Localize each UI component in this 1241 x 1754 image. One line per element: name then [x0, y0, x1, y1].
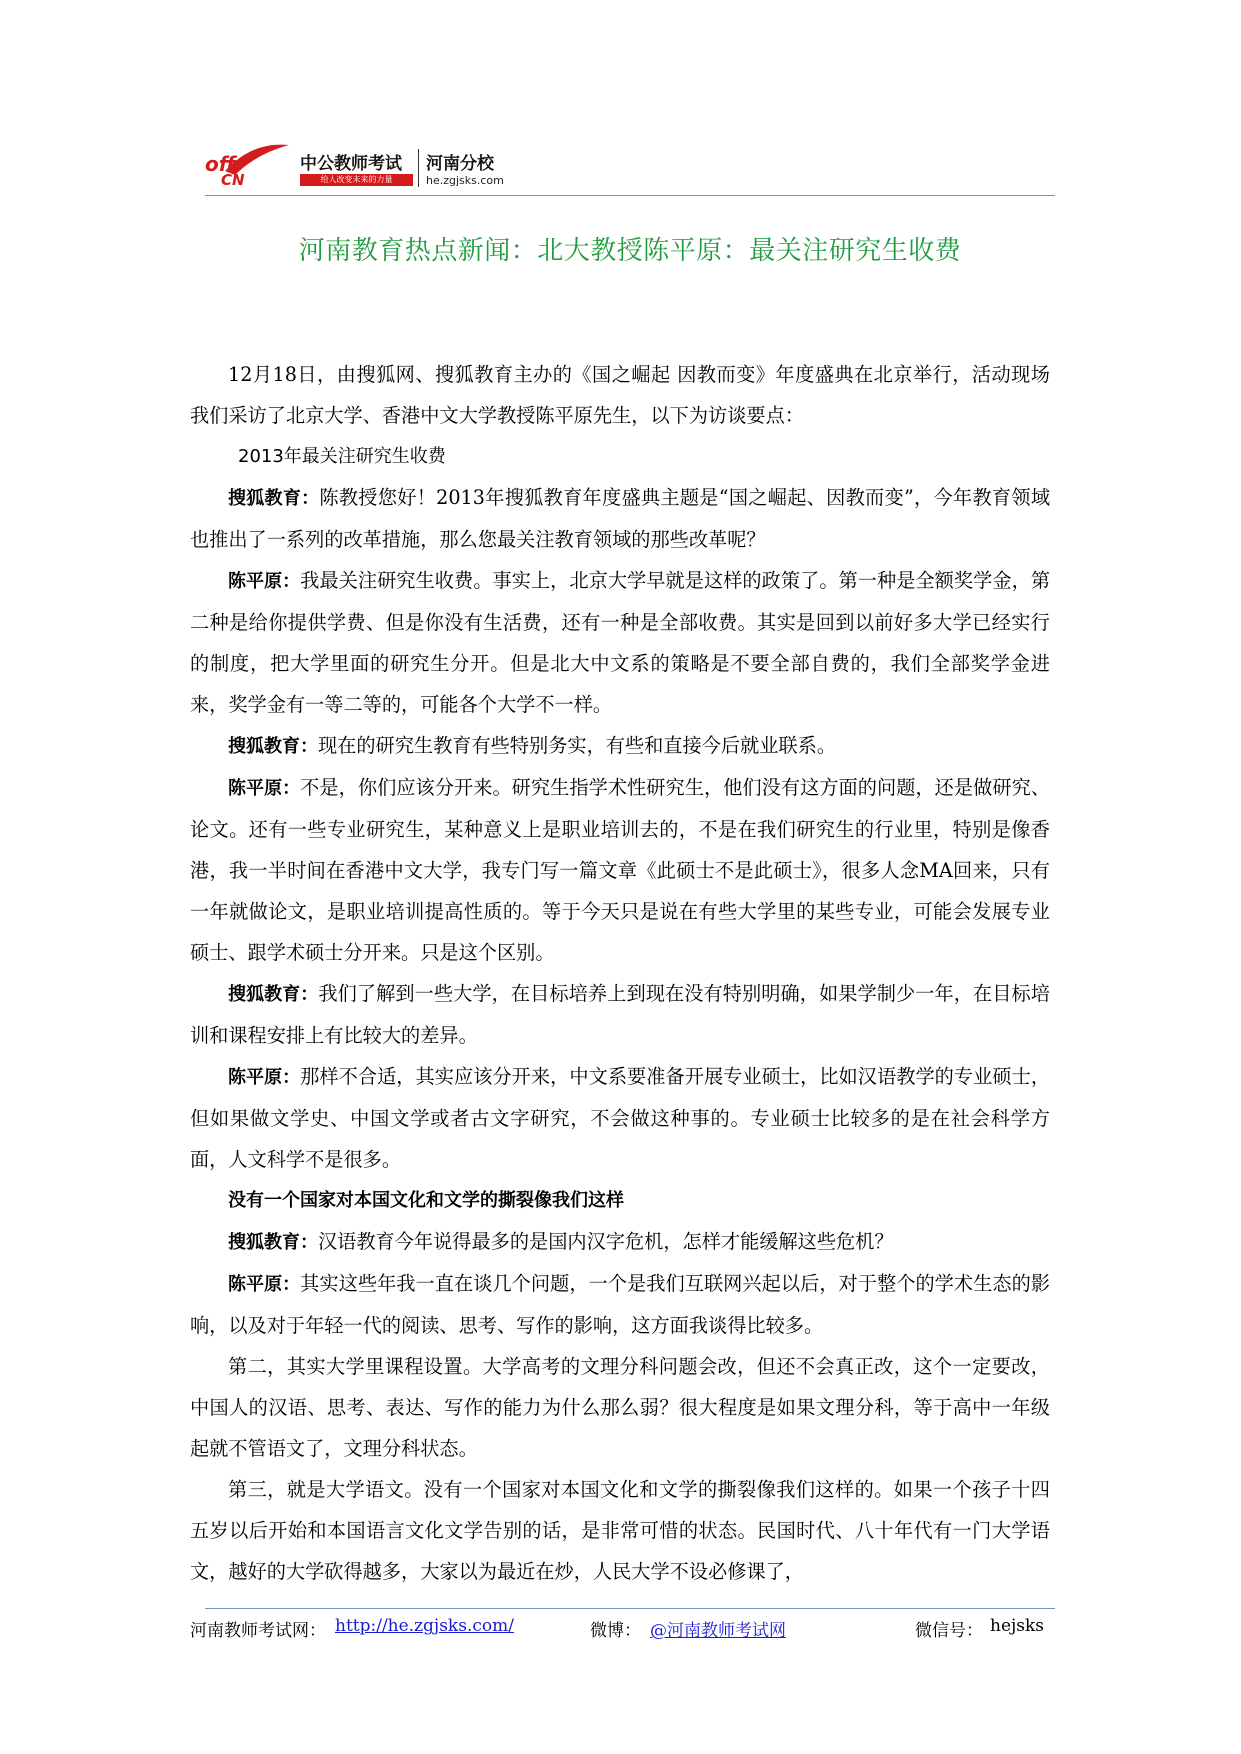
paragraph-text: 其实这些年我一直在谈几个问题，一个是我们互联网兴起以后，对于整个的学术生态的影响，以及对于年轻一代的阅读、思考、写作的影响，这方面我谈得比较多。: [190, 1272, 1051, 1337]
qa-paragraph: [190, 767, 1050, 973]
paragraph-text: 汉语教育今年说得最多的是国内汉字危机，怎样才能缓解这些危机？: [318, 1230, 894, 1253]
qa-paragraph: [190, 560, 1050, 725]
header-domain: he.zgjsks.com: [426, 174, 504, 187]
paragraph-text: 陈教授您好！2013年搜狐教育年度盛典主题是“国之崛起、因教而变”，今年教育领域也推出了一系列的改革措施，那么您最关注教育领域的那些改革呢？: [190, 486, 1051, 551]
qa-paragraph: [190, 1263, 1050, 1346]
speaker-label: 陈平原：: [228, 571, 301, 592]
qa-paragraph: [190, 477, 1050, 560]
footer-wechat-id: hejsks: [990, 1616, 1045, 1636]
footer-weibo-link[interactable]: @河南教师考试网: [650, 1621, 786, 1641]
page-header: [205, 137, 1055, 197]
footer-site-link[interactable]: http://he.zgjsks.com/: [335, 1616, 514, 1636]
speaker-label: 搜狐教育：: [228, 1232, 318, 1253]
speaker-label: 陈平原：: [228, 1274, 301, 1295]
speaker-label: 搜狐教育：: [228, 488, 320, 509]
footer-wechat-label: 微信号：: [915, 1621, 983, 1641]
offcn-logo-mark: [205, 141, 293, 187]
svg-text:CN: CN: [221, 171, 245, 187]
paragraph-text: 那样不合适，其实应该分开来，中文系要准备开展专业硕士，比如汉语教学的专业硕士，但如果做文学史、中国文学或者古文字研究，不会做这种事的。专业硕士比较多的是在社会科学方面，人文科学不是很多。: [190, 1065, 1051, 1171]
offcn-logo: [205, 137, 515, 192]
paragraph-text: 我最关注研究生收费。事实上，北京大学早就是这样的政策了。第一种是全额奖学金，第二种是给你提供学费、但是你没有生活费，还有一种是全部收费。其实是回到以前好多大学已经实行的制度，把大学里面的研究生分开。但是北大中文系的策略是不要全部自费的，我们全部奖学金进来，奖学金有一等二等的，可能各个大学不一样。: [190, 569, 1051, 716]
body-paragraph: 第二，其实大学里课程设置。大学高考的文理分科问题会改，但还不会真正改，这个一定要改，中国人的汉语、思考、表达、写作的能力为什么那么弱？很大程度是如果文理分科，等于高中一年级起就不管语文了，文理分科状态。: [190, 1355, 1050, 1460]
paragraph-text: 我们了解到一些大学，在目标培养上到现在没有特别明确，如果学制少一年，在目标培训和课程安排上有比较大的差异。: [190, 982, 1050, 1047]
header-divider: [418, 149, 419, 187]
qa-paragraph: [190, 1056, 1050, 1180]
footer-site-label: 河南教师考试网：: [190, 1621, 326, 1641]
page-footer: [190, 1616, 1050, 1646]
article-body: [190, 354, 1050, 1592]
brand-slogan: 给人改变未来的力量: [300, 174, 413, 186]
qa-paragraph: [190, 725, 1050, 767]
speaker-label: 陈平原：: [228, 778, 301, 799]
paragraph-text: 不是，你们应该分开来。研究生指学术性研究生，他们没有这方面的问题，还是做研究、论文。还有一些专业研究生，某种意义上是职业培训去的，不是在我们研究生的行业里，特别是像香港，我一半时间在香港中文大学，我专门写一篇文章《此硕士不是此硕士》，很多人念MA回来，只有一年就做论文，是职业培训提高性质的。等于今天只是说在有些大学里的某些专业，可能会发展专业硕士、跟学术硕士分开来。只是这个区别。: [190, 776, 1051, 964]
branch-name: 河南分校: [426, 154, 494, 174]
subtitle-1: 2013年最关注研究生收费: [238, 446, 446, 467]
qa-paragraph: [190, 973, 1050, 1056]
header-rule: [205, 195, 1055, 196]
speaker-label: 搜狐教育：: [228, 984, 319, 1005]
brand-name: 中公教师考试: [300, 154, 402, 174]
article-title: 河南教育热点新闻：北大教授陈平原：最关注研究生收费: [298, 236, 962, 266]
subtitle-2: 没有一个国家对本国文化和文学的撕裂像我们这样: [228, 1190, 624, 1211]
speaker-label: 搜狐教育：: [228, 736, 318, 757]
footer-rule: [205, 1608, 1055, 1609]
speaker-label: 陈平原：: [228, 1067, 301, 1088]
paragraph-text: 现在的研究生教育有些特别务实，有些和直接今后就业联系。: [318, 734, 837, 757]
intro-paragraph: 12月18日，由搜狐网、搜狐教育主办的《国之崛起 因教而变》年度盛典在北京举行，活动现场我们采访了北京大学、香港中文大学教授陈平原先生，以下为访谈要点：: [190, 363, 1050, 427]
footer-weibo-label: 微博：: [590, 1621, 641, 1641]
body-paragraph: 第三，就是大学语文。没有一个国家对本国文化和文学的撕裂像我们这样的。如果一个孩子十四五岁以后开始和本国语言文化文学告别的话，是非常可惜的状态。民国时代、八十年代有一门大学语文，越好的大学砍得越多，大家以为最近在炒，人民大学不设必修课了，: [190, 1478, 1050, 1583]
qa-paragraph: [190, 1221, 1050, 1263]
svg-text:off: off: [205, 152, 236, 176]
